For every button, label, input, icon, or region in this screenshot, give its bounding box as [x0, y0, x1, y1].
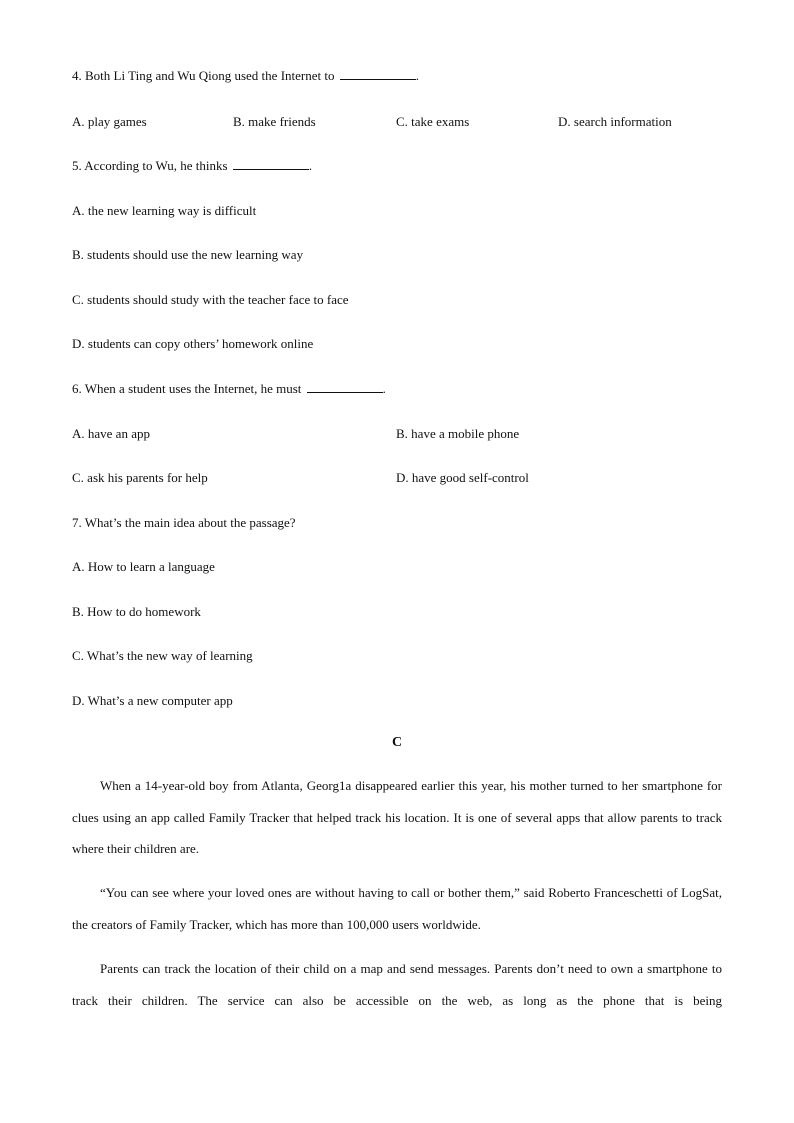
- question-6-stem: 6. When a student uses the Internet, he must .: [72, 381, 386, 396]
- question-4-stem: 4. Both Li Ting and Wu Qiong used the Internet to .: [72, 68, 419, 83]
- question-4-option-b: B. make friends: [233, 114, 316, 129]
- answer-blank[interactable]: [307, 381, 383, 393]
- question-7-option-b: B. How to do homework: [72, 604, 201, 619]
- answer-blank[interactable]: [233, 158, 309, 170]
- question-7-option-a: A. How to learn a language: [72, 559, 215, 574]
- question-5-option-c: C. students should study with the teacher face to face: [72, 292, 349, 307]
- question-7-stem: 7. What’s the main idea about the passage?: [72, 515, 296, 530]
- question-6-option-b: B. have a mobile phone: [396, 426, 520, 441]
- question-7-option-c: C. What’s the new way of learning: [72, 648, 253, 663]
- section-heading: C: [391, 735, 403, 750]
- question-6-option-d: D. have good self-control: [396, 470, 529, 485]
- question-7-option-d: D. What’s a new computer app: [72, 693, 233, 708]
- question-5-stem: 5. According to Wu, he thinks .: [72, 158, 313, 173]
- question-6-option-a: A. have an app: [72, 426, 150, 441]
- passage-paragraph-3: Parents can track the location of their child on a map and send messages. Parents don’t need to own a smartphone to track their children. The service can also be accessible on the web, as long as the phone that is being: [72, 961, 722, 1008]
- passage-paragraph-2: “You can see where your loved ones are without having to call or bother them,” said Roberto Franceschetti of LogSat, the creators of Family Tracker, which has more than 100,000 users worldwide.: [72, 885, 722, 932]
- question-4-option-c: C. take exams: [396, 114, 470, 129]
- question-5-option-a: A. the new learning way is difficult: [72, 203, 257, 218]
- passage-paragraph-1: When a 14-year-old boy from Atlanta, Georg1a disappeared earlier this year, his mother turned to her smartphone for clues using an app called Family Tracker that helped track his location. It is one of several apps that allow parents to track where their children are.: [72, 778, 722, 856]
- question-4-option-a: A. play games: [72, 114, 147, 129]
- answer-blank[interactable]: [340, 68, 416, 80]
- question-6-option-c: C. ask his parents for help: [72, 470, 208, 485]
- question-4-option-d: D. search information: [558, 114, 672, 129]
- question-5-option-b: B. students should use the new learning way: [72, 247, 304, 262]
- question-5-option-d: D. students can copy others’ homework online: [72, 336, 314, 351]
